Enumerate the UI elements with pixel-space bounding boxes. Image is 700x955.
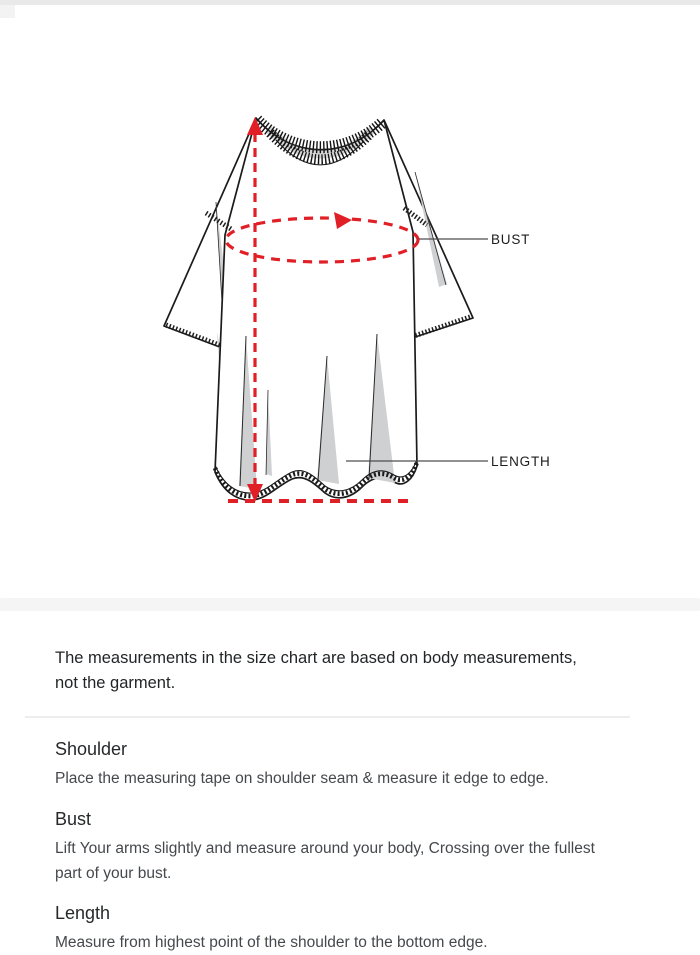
bust-description-line-2: part of your bust. xyxy=(55,865,172,882)
note-line-1: The measurements in the size chart are based on body measurements, xyxy=(55,649,577,667)
length-label: LENGTH xyxy=(491,454,551,469)
measurement-note xyxy=(55,646,615,696)
section-shoulder xyxy=(55,737,635,791)
section-bust xyxy=(55,807,635,886)
bust-heading: Bust xyxy=(55,809,92,829)
note-divider xyxy=(25,716,630,718)
section-length xyxy=(55,901,635,955)
shoulder-description: Place the measuring tape on shoulder seam & measure it edge to edge. xyxy=(55,770,549,787)
shoulder-heading: Shoulder xyxy=(55,739,128,759)
length-description: Measure from highest point of the shoulder to the bottom edge. xyxy=(55,934,488,951)
note-line-2: not the garment. xyxy=(55,674,176,692)
bust-description-line-1: Lift Your arms slightly and measure around your body, Crossing over the fullest xyxy=(55,840,595,857)
length-heading: Length xyxy=(55,903,111,923)
section-separator-band xyxy=(0,598,700,611)
bust-label: BUST xyxy=(491,232,531,247)
